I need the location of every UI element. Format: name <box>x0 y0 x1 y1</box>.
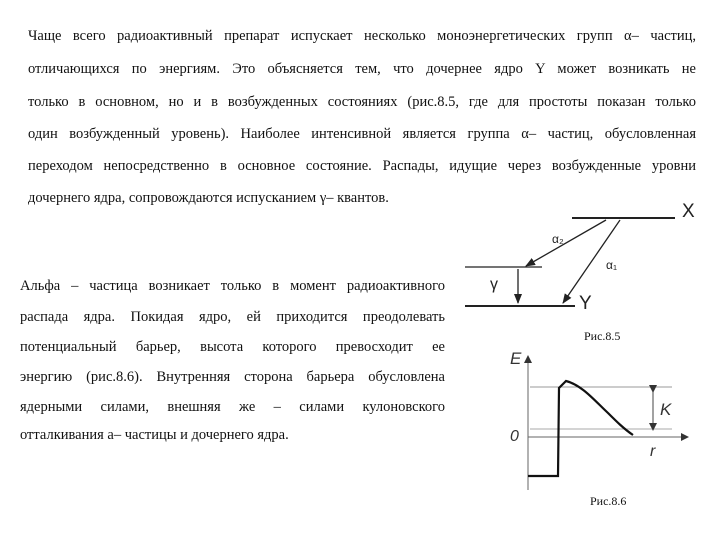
potential-barrier-figure <box>500 345 700 495</box>
paragraph1-line-3: только в основном, но и в возбужденных состояниях (рис.8.5, где для простоты показан только <box>28 94 696 110</box>
paragraph2-line-3: потенциальный барьер, высота которого превосходит ее <box>20 339 445 355</box>
fig86-caption: Рис.8.6 <box>590 494 627 508</box>
paragraph1-line-5: переходом непосредственно в основное состояние. Распады, идущие через возбужденные уровни <box>28 158 696 174</box>
alpha1-label: α₁ <box>606 258 617 272</box>
alpha2-label: α₂ <box>552 232 564 246</box>
paragraph1-line-6: дочернего ядра, сопровождаются испусканием γ– квантов. <box>28 190 389 206</box>
daughter-label: Y <box>579 293 592 314</box>
paragraph2-line-2: распада ядра. Покидая ядро, ей приходится преодолевать <box>20 309 445 325</box>
paragraph2-line-4: энергию (рис.8.6). Внутренняя сторона барьера обусловлена <box>20 369 445 385</box>
origin-label: 0 <box>510 428 519 445</box>
paragraph1-line-2: отличающихся по энергиям. Это объясняется тем, что дочернее ядро Y может возникать не <box>28 61 696 77</box>
paragraph2-line-6: отталкивания a– частицы и дочернего ядра. <box>20 427 289 443</box>
alpha2-arrow <box>526 220 606 266</box>
decay-scheme-figure <box>460 195 720 325</box>
energy-axis-label: E <box>510 349 522 368</box>
parent-label: X <box>682 201 695 222</box>
height-label: K <box>660 400 672 419</box>
fig85-caption: Рис.8.5 <box>584 329 621 343</box>
paragraph2-line-1: Альфа – частица возникает только в момент радиоактивного <box>20 278 445 294</box>
paragraph1-line-4: один возбужденный уровень). Наиболее интенсивной является группа α– частиц, обусловленная <box>28 126 696 142</box>
paragraph1-line-1: Чаще всего радиоактивный препарат испускает несколько моноэнергетических групп α– частиц, <box>28 28 696 44</box>
distance-axis-label: r <box>650 443 656 460</box>
gamma-label: γ <box>490 276 498 293</box>
paragraph2-line-5: ядерными силами, внешняя же – силами кулоновского <box>20 399 445 415</box>
